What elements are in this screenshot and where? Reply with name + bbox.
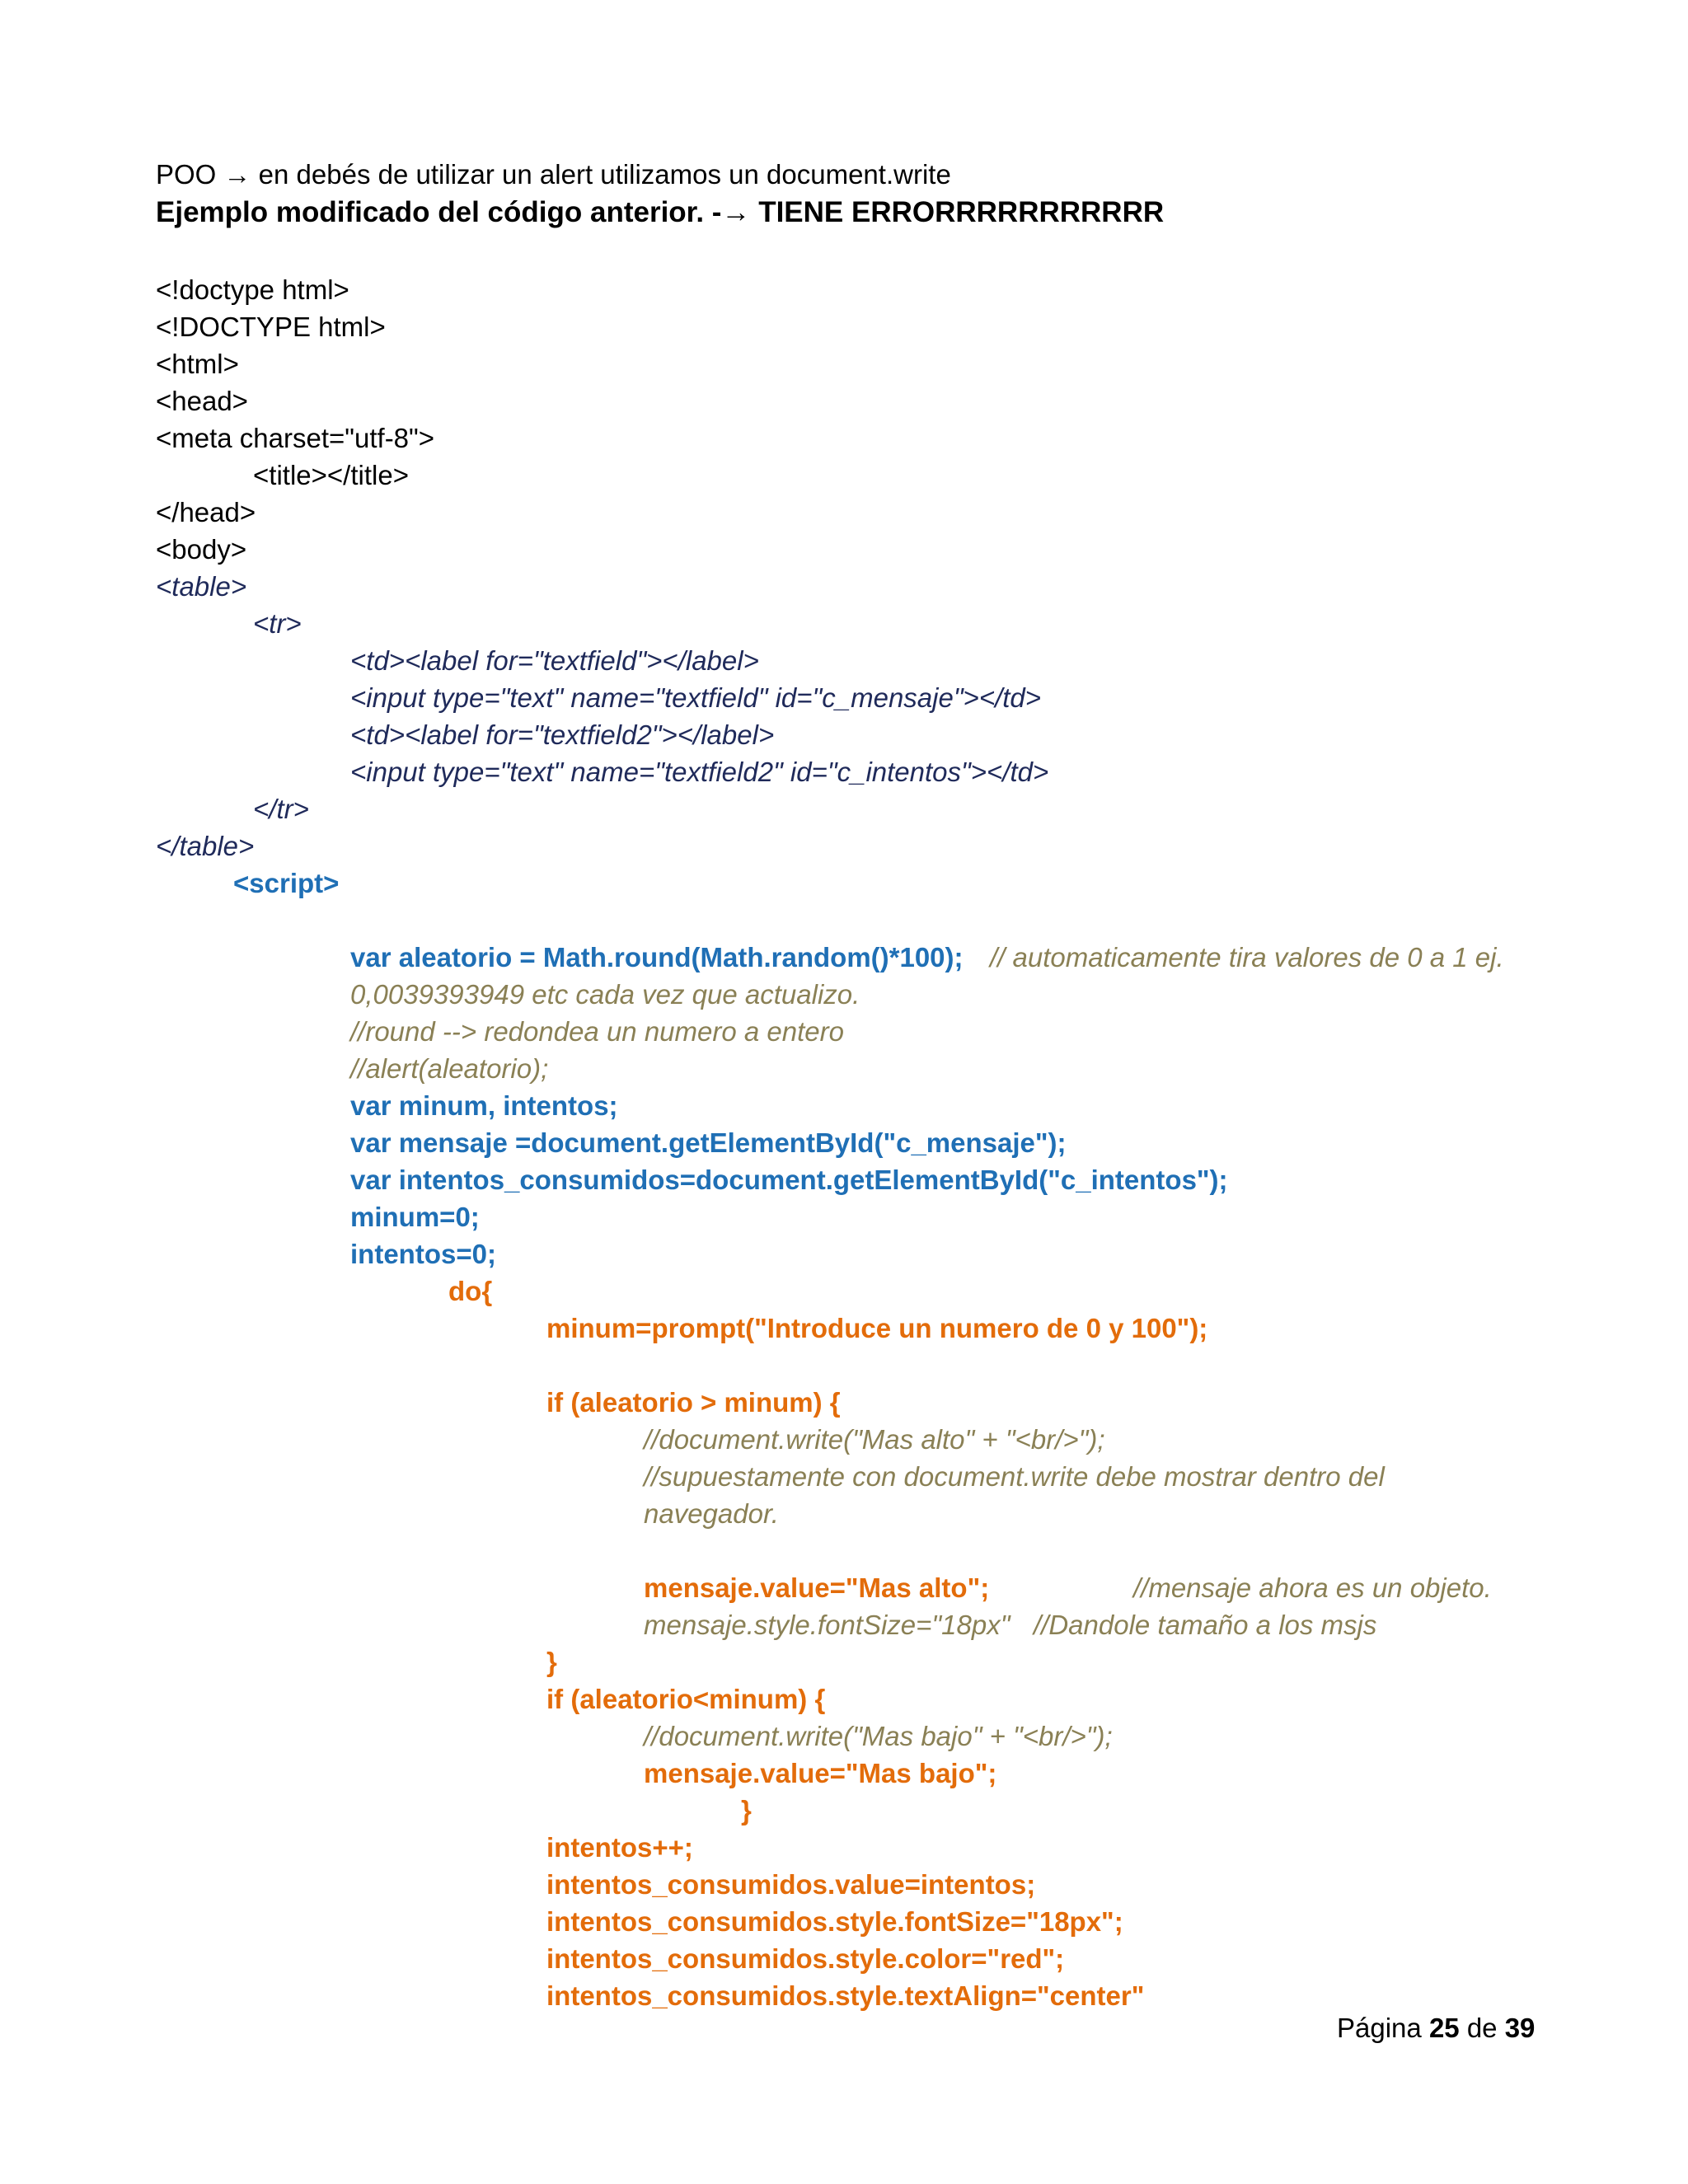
footer-page-number: 25 [1428, 2013, 1460, 2043]
footer-prefix: Página [1337, 2013, 1429, 2043]
code-line-table: <table> [156, 571, 247, 602]
code-line-decl-minum: var minum, intentos; [350, 1090, 618, 1121]
code-line-tr: <tr> [253, 608, 302, 639]
code-line-consumidos-value: intentos_consumidos.value=intentos; [546, 1869, 1036, 1900]
code-line-head-close: </head> [156, 497, 256, 527]
code-line-minum-init: minum=0; [350, 1202, 480, 1232]
code-line-doctype-upper: <!DOCTYPE html> [156, 312, 386, 342]
code-line-font-size: mensaje.style.fontSize="18px" [644, 1610, 1010, 1640]
code-line-input-2: <input type="text" name="textfield2" id="c_intentos"></td> [350, 757, 1049, 787]
code-line-decl-mensaje: var mensaje =document.getElementById("c_mensaje"); [350, 1127, 1067, 1158]
code-line-aleatorio: var aleatorio = Math.round(Math.random()*100); [350, 942, 964, 972]
code-line-body: <body> [156, 534, 247, 565]
footer-middle: de [1459, 2013, 1505, 2043]
comment-write-alto: //document.write("Mas alto" + "<br/>"); [644, 1424, 1105, 1455]
comment-alert: //alert(aleatorio); [350, 1053, 549, 1084]
code-line-tr-close: </tr> [253, 794, 309, 824]
code-line-meta: <meta charset="utf-8"> [156, 423, 435, 453]
comment-font-size: //Dandole tamaño a los msjs [1034, 1610, 1377, 1640]
comment-aleatorio: // automaticamente tira valores de 0 a 1 ej. [990, 942, 1504, 972]
code-line-decl-intentos: var intentos_consumidos=document.getElementById("c_intentos"); [350, 1165, 1228, 1195]
comment-supuestamente: //supuestamente con document.write debe mostrar dentro del [644, 1461, 1385, 1492]
page-footer [1337, 2013, 1535, 2044]
intro-line: POO → en debés de utilizar un alert utilizamos un document.write [156, 159, 951, 190]
code-line-prompt: minum=prompt("Introduce un numero de 0 y 100"); [546, 1313, 1208, 1343]
code-line-intentos-init: intentos=0; [350, 1239, 496, 1269]
code-line-close-if-alto: } [546, 1647, 557, 1677]
code-line-if-bajo: if (aleatorio<minum) { [546, 1684, 826, 1714]
code-line-td-label-2: <td><label for="textfield2"></label> [350, 719, 775, 750]
code-line-do-open: do{ [448, 1276, 493, 1306]
code-line-consumidos-color: intentos_consumidos.style.color="red"; [546, 1943, 1065, 1974]
code-line-td-label-1: <td><label for="textfield"></label> [350, 645, 759, 676]
comment-supuestamente-cont: navegador. [644, 1498, 779, 1529]
comment-round: //round --> redondea un numero a entero [350, 1016, 844, 1047]
code-line-table-close: </table> [156, 831, 255, 861]
comment-mensaje-alto: //mensaje ahora es un objeto. [1133, 1572, 1492, 1603]
code-line-script-tag: <script> [233, 868, 340, 898]
code-line-consumidos-align: intentos_consumidos.style.textAlign="center" [546, 1980, 1145, 2011]
code-line-html: <html> [156, 349, 239, 379]
comment-aleatorio-cont: 0,0039393949 etc cada vez que actualizo. [350, 979, 860, 1010]
code-line-if-alto: if (aleatorio > minum) { [546, 1387, 841, 1418]
code-line-head: <head> [156, 386, 248, 416]
code-line-title: <title></title> [253, 460, 409, 490]
code-line-mensaje-alto: mensaje.value="Mas alto"; [644, 1572, 990, 1603]
code-line-close-if-bajo: } [741, 1795, 752, 1825]
code-line-input-1: <input type="text" name="textfield" id="c_mensaje"></td> [350, 682, 1042, 713]
code-line-doctype-lower: <!doctype html> [156, 274, 349, 305]
code-line-mensaje-bajo: mensaje.value="Mas bajo"; [644, 1758, 997, 1788]
comment-write-bajo: //document.write("Mas bajo" + "<br/>"); [644, 1721, 1113, 1751]
section-heading: Ejemplo modificado del código anterior. -→ TIENE ERRORRRRRRRRRRR [156, 196, 1165, 228]
code-line-consumidos-font: intentos_consumidos.style.fontSize="18px"; [546, 1906, 1123, 1937]
footer-total-pages: 39 [1504, 2013, 1536, 2043]
code-line-intentos-inc: intentos++; [546, 1832, 693, 1863]
